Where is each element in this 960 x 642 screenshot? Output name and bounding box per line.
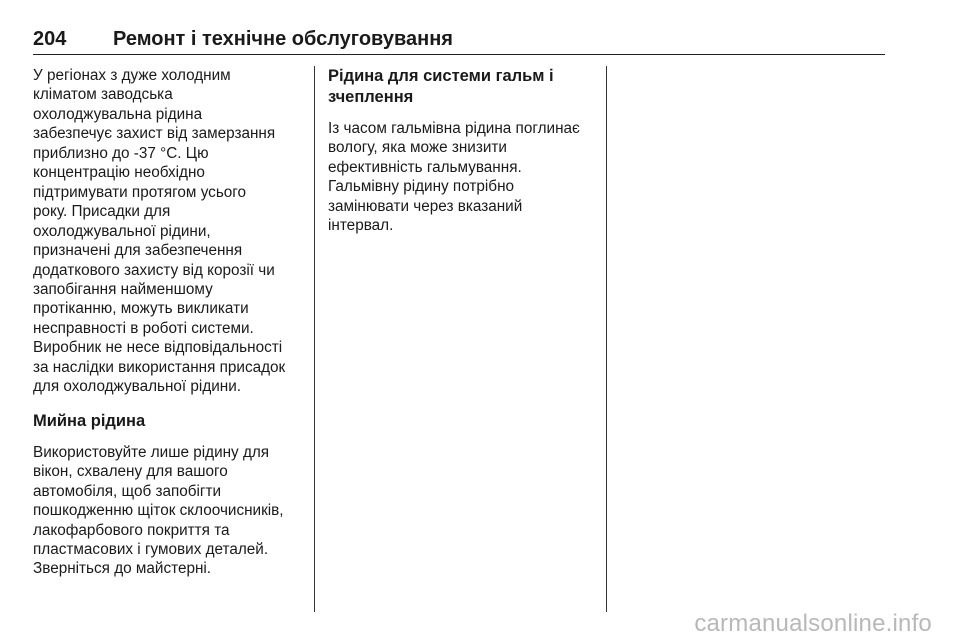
text-line: охолоджувальна рідина	[33, 105, 203, 123]
page-header	[33, 28, 885, 55]
washer-fluid-paragraph	[33, 443, 305, 579]
text-line: вологу, яка може знизити	[328, 139, 507, 157]
coolant-paragraph	[33, 66, 305, 397]
text-line: приблизно до -37 °C. Цю	[33, 144, 209, 162]
text-line: пластмасових і гумових деталей.	[33, 540, 269, 558]
text-line: Зверніться до майстерні.	[33, 560, 212, 578]
text-line: пошкодженню щіток склоочисників,	[33, 502, 284, 520]
column-left	[33, 66, 305, 579]
text-line: вікон, схвалену для вашого	[33, 463, 228, 481]
text-line: Із часом гальмівна рідина поглинає	[328, 120, 580, 137]
text-line: для охолоджувальної рідини.	[33, 378, 242, 396]
washer-fluid-heading: Мийна рідина	[33, 411, 146, 430]
text-line: ефективність гальмування.	[328, 158, 522, 176]
text-line: несправності в роботі системи.	[33, 319, 254, 337]
page-title: Ремонт і технічне обслуговування	[113, 28, 453, 50]
text-line: підтримувати протягом усього	[33, 183, 247, 201]
text-line: Гальмівну рідину потрібно	[328, 178, 515, 196]
text-line: протіканню, можуть викликати	[33, 300, 249, 318]
brake-fluid-heading	[328, 66, 600, 108]
text-line: лакофарбового покриття та	[33, 521, 230, 539]
text-line: автомобіля, щоб запобігти	[33, 482, 222, 500]
column-divider	[606, 66, 607, 612]
text-line: додаткового захисту від корозії чи	[33, 261, 275, 279]
text-line: концентрацію необхідно	[33, 164, 205, 182]
column-middle	[328, 66, 600, 236]
text-line: У регіонах з дуже холодним	[33, 67, 231, 84]
column-divider	[314, 66, 315, 612]
watermark: carmanualsonline.info	[694, 610, 932, 637]
brake-fluid-paragraph	[328, 119, 600, 236]
text-line: Використовуйте лише рідину для	[33, 443, 270, 461]
text-line: призначені для забезпечення	[33, 242, 243, 260]
text-line: інтервал.	[328, 217, 394, 235]
text-line: року. Присадки для	[33, 203, 171, 221]
text-line: за наслідки використання присадок	[33, 358, 286, 376]
text-line: запобігання найменшому	[33, 280, 213, 298]
heading-line: Рідина для системи гальм і	[328, 67, 554, 85]
heading-line: зчеплення	[328, 88, 414, 106]
text-line: охолоджувальної рідини,	[33, 222, 211, 240]
text-line: замінювати через вказаний	[328, 197, 523, 215]
text-line: забезпечує захист від замерзання	[33, 125, 276, 143]
page-number: 204	[33, 28, 67, 50]
text-line: Виробник не несе відповідальності	[33, 339, 283, 357]
text-line: кліматом заводська	[33, 86, 173, 104]
